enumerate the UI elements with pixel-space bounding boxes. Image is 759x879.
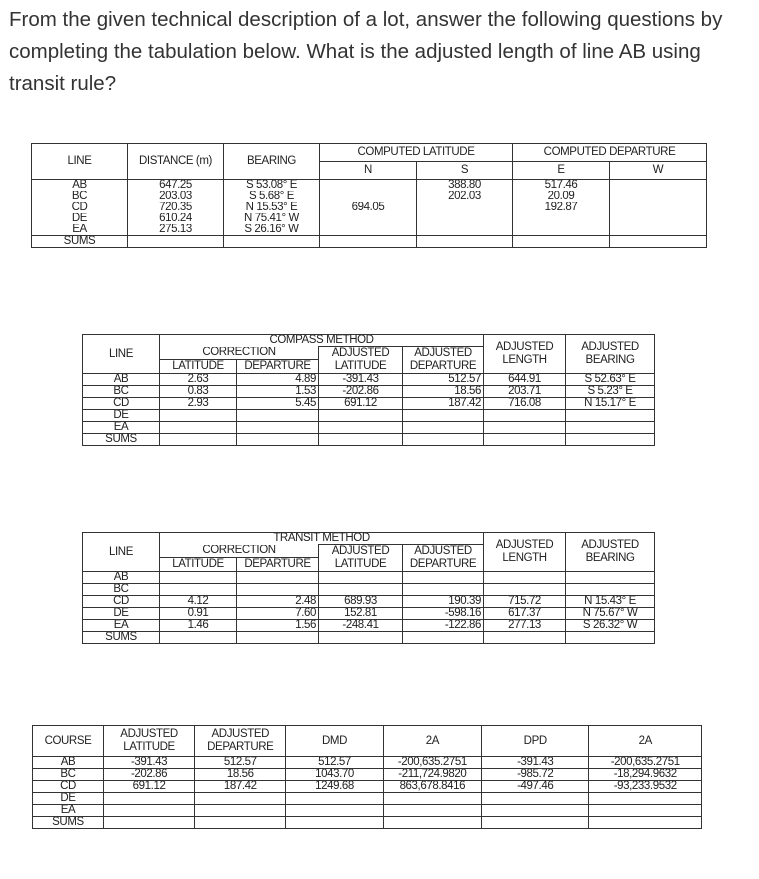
table-row bbox=[83, 398, 655, 410]
cell-distance: 720.35 bbox=[128, 202, 224, 213]
cell-adjusted-departure: 190.39 bbox=[403, 596, 484, 608]
cell-correction-departure: 1.56 bbox=[237, 620, 319, 632]
table-row bbox=[32, 202, 707, 213]
cell-adjusted-departure bbox=[403, 434, 484, 446]
table-row bbox=[33, 769, 702, 781]
cell-adjusted-latitude bbox=[319, 632, 403, 644]
cell-bearing: N 15.53° E bbox=[224, 202, 320, 213]
cell-adjusted-departure: -122.86 bbox=[403, 620, 484, 632]
cell-adjusted-departure: 512.57 bbox=[195, 757, 286, 769]
cell-correction-departure bbox=[237, 422, 319, 434]
cell-adjusted-latitude bbox=[319, 422, 403, 434]
cell-line: SUMS bbox=[83, 632, 160, 644]
cell-dmd bbox=[286, 805, 383, 817]
cell-line: AB bbox=[32, 180, 128, 192]
cell-departure-w bbox=[610, 180, 707, 192]
cell-adjusted-departure bbox=[403, 422, 484, 434]
cell-dpd bbox=[482, 793, 589, 805]
cell-latitude-s: 388.80 bbox=[417, 180, 513, 192]
table-row bbox=[83, 434, 655, 446]
header-adjusted-bearing: ADJUSTED BEARING bbox=[566, 335, 655, 374]
cell-dpd bbox=[482, 805, 589, 817]
header-latitude: LATITUDE bbox=[160, 360, 237, 374]
cell-dpd: -391.43 bbox=[482, 757, 589, 769]
area-table bbox=[32, 725, 702, 829]
cell-adjusted-length bbox=[484, 422, 566, 434]
cell-correction-departure: 5.45 bbox=[237, 398, 319, 410]
header-e: E bbox=[513, 162, 610, 180]
cell-adjusted-bearing bbox=[566, 632, 655, 644]
header-correction: CORRECTION bbox=[160, 545, 319, 558]
cell-correction-latitude: 0.83 bbox=[160, 386, 237, 398]
cell-correction-latitude bbox=[160, 572, 237, 584]
cell-adjusted-length bbox=[484, 584, 566, 596]
cell-dmd: 1043.70 bbox=[286, 769, 383, 781]
computed-table bbox=[31, 143, 707, 248]
cell-adjusted-departure: -598.16 bbox=[403, 608, 484, 620]
cell-dpd: -985.72 bbox=[482, 769, 589, 781]
cell-adjusted-length bbox=[484, 434, 566, 446]
cell-line: DE bbox=[83, 608, 160, 620]
cell-dmd: 1249.68 bbox=[286, 781, 383, 793]
cell-correction-departure: 4.89 bbox=[237, 374, 319, 386]
table-row bbox=[83, 596, 655, 608]
cell-correction-latitude bbox=[160, 410, 237, 422]
cell-adjusted-latitude: -391.43 bbox=[319, 374, 403, 386]
table-row bbox=[33, 757, 702, 769]
header-departure: DEPARTURE bbox=[237, 558, 319, 572]
cell-adjusted-bearing bbox=[566, 422, 655, 434]
cell-correction-latitude bbox=[160, 434, 237, 446]
cell-bearing: S 26.16° W bbox=[224, 224, 320, 236]
cell-adjusted-bearing: N 15.17° E bbox=[566, 398, 655, 410]
cell-correction-departure bbox=[237, 434, 319, 446]
cell-adjusted-latitude bbox=[103, 817, 194, 829]
cell-departure-w bbox=[610, 202, 707, 213]
cell-adjusted-departure: 187.42 bbox=[195, 781, 286, 793]
cell-adjusted-length: 716.08 bbox=[484, 398, 566, 410]
cell-adjusted-departure: 512.57 bbox=[403, 374, 484, 386]
cell-2a-second: -18,294.9632 bbox=[589, 769, 702, 781]
cell-adjusted-length bbox=[484, 572, 566, 584]
cell-2a-second: -200,635.2751 bbox=[589, 757, 702, 769]
cell-adjusted-latitude: 689.93 bbox=[319, 596, 403, 608]
cell-line: EA bbox=[32, 224, 128, 236]
table-row bbox=[32, 191, 707, 202]
cell-line: DE bbox=[83, 410, 160, 422]
cell-2a bbox=[383, 805, 481, 817]
cell-distance: 647.25 bbox=[128, 180, 224, 192]
cell-correction-latitude bbox=[160, 584, 237, 596]
header-n: N bbox=[320, 162, 417, 180]
cell-adjusted-bearing bbox=[566, 572, 655, 584]
header-bearing: BEARING bbox=[224, 144, 320, 180]
cell-adjusted-latitude: 691.12 bbox=[103, 781, 194, 793]
cell-2a-second bbox=[589, 805, 702, 817]
table-row bbox=[32, 236, 707, 248]
cell-2a: -211,724.9820 bbox=[383, 769, 481, 781]
cell-bearing bbox=[224, 236, 320, 248]
cell-adjusted-departure: 18.56 bbox=[195, 769, 286, 781]
cell-bearing: S 53.08° E bbox=[224, 180, 320, 192]
cell-correction-departure bbox=[237, 584, 319, 596]
cell-distance: 275.13 bbox=[128, 224, 224, 236]
cell-line: EA bbox=[83, 620, 160, 632]
cell-adjusted-latitude bbox=[319, 410, 403, 422]
cell-line: BC bbox=[32, 191, 128, 202]
cell-line: BC bbox=[83, 386, 160, 398]
cell-course: AB bbox=[33, 757, 104, 769]
cell-latitude-n: 694.05 bbox=[320, 202, 417, 213]
cell-adjusted-latitude: 152.81 bbox=[319, 608, 403, 620]
cell-line: SUMS bbox=[83, 434, 160, 446]
cell-adjusted-departure bbox=[195, 805, 286, 817]
header-distance: DISTANCE (m) bbox=[128, 144, 224, 180]
cell-latitude-n bbox=[320, 191, 417, 202]
cell-course: CD bbox=[33, 781, 104, 793]
compass-table-body bbox=[83, 374, 655, 446]
cell-departure-w bbox=[610, 191, 707, 202]
header-departure: DEPARTURE bbox=[237, 360, 319, 374]
cell-departure-e bbox=[513, 213, 610, 224]
cell-2a-second: -93,233.9532 bbox=[589, 781, 702, 793]
cell-adjusted-latitude bbox=[103, 793, 194, 805]
cell-course: SUMS bbox=[33, 817, 104, 829]
cell-adjusted-length: 617.37 bbox=[484, 608, 566, 620]
table-row bbox=[33, 805, 702, 817]
header-latitude: LATITUDE bbox=[160, 558, 237, 572]
cell-correction-latitude: 4.12 bbox=[160, 596, 237, 608]
table-row bbox=[83, 620, 655, 632]
cell-adjusted-departure bbox=[403, 410, 484, 422]
cell-line: EA bbox=[83, 422, 160, 434]
cell-departure-e: 517.46 bbox=[513, 180, 610, 192]
cell-adjusted-latitude bbox=[319, 434, 403, 446]
cell-adjusted-departure: 187.42 bbox=[403, 398, 484, 410]
cell-latitude-n bbox=[320, 180, 417, 192]
cell-correction-departure: 7.60 bbox=[237, 608, 319, 620]
table-row bbox=[83, 572, 655, 584]
cell-adjusted-latitude: -391.43 bbox=[103, 757, 194, 769]
cell-bearing: S 5.68° E bbox=[224, 191, 320, 202]
cell-2a bbox=[383, 793, 481, 805]
table-row bbox=[32, 224, 707, 236]
table-row bbox=[32, 180, 707, 192]
cell-distance bbox=[128, 236, 224, 248]
cell-adjusted-departure bbox=[403, 632, 484, 644]
table-row bbox=[33, 781, 702, 793]
transit-table-body bbox=[83, 572, 655, 644]
header-dmd: DMD bbox=[286, 726, 383, 757]
cell-adjusted-length: 644.91 bbox=[484, 374, 566, 386]
cell-correction-departure: 1.53 bbox=[237, 386, 319, 398]
table-row bbox=[83, 632, 655, 644]
cell-line: CD bbox=[32, 202, 128, 213]
cell-course: EA bbox=[33, 805, 104, 817]
header-course: COURSE bbox=[33, 726, 104, 757]
header-adjusted-length: ADJUSTED LENGTH bbox=[484, 533, 566, 572]
cell-adjusted-latitude: 691.12 bbox=[319, 398, 403, 410]
cell-line: BC bbox=[83, 584, 160, 596]
cell-line: AB bbox=[83, 374, 160, 386]
cell-adjusted-latitude: -202.86 bbox=[103, 769, 194, 781]
cell-line: DE bbox=[32, 213, 128, 224]
cell-departure-e bbox=[513, 224, 610, 236]
header-line: LINE bbox=[83, 533, 160, 572]
cell-adjusted-bearing bbox=[566, 434, 655, 446]
header-line: LINE bbox=[32, 144, 128, 180]
cell-2a: -200,635.2751 bbox=[383, 757, 481, 769]
cell-2a bbox=[383, 817, 481, 829]
header-adjusted-latitude: ADJUSTED LATITUDE bbox=[319, 347, 403, 374]
cell-bearing: N 75.41° W bbox=[224, 213, 320, 224]
header-computed-departure: COMPUTED DEPARTURE bbox=[513, 144, 707, 162]
cell-adjusted-latitude bbox=[103, 805, 194, 817]
header-adjusted-departure: ADJUSTED DEPARTURE bbox=[403, 347, 484, 374]
cell-departure-e bbox=[513, 236, 610, 248]
cell-adjusted-latitude: -248.41 bbox=[319, 620, 403, 632]
cell-adjusted-departure bbox=[195, 793, 286, 805]
cell-adjusted-departure bbox=[403, 572, 484, 584]
cell-correction-latitude: 0.91 bbox=[160, 608, 237, 620]
cell-latitude-n bbox=[320, 236, 417, 248]
cell-line: SUMS bbox=[32, 236, 128, 248]
cell-line: CD bbox=[83, 596, 160, 608]
cell-departure-w bbox=[610, 224, 707, 236]
cell-correction-latitude: 2.63 bbox=[160, 374, 237, 386]
cell-correction-departure: 2.48 bbox=[237, 596, 319, 608]
header-method: COMPASS METHOD bbox=[160, 335, 484, 347]
table-row bbox=[33, 817, 702, 829]
cell-adjusted-bearing: S 52.63° E bbox=[566, 374, 655, 386]
header-computed-latitude: COMPUTED LATITUDE bbox=[320, 144, 513, 162]
cell-2a: 863,678.8416 bbox=[383, 781, 481, 793]
question-text: From the given technical description of a lot, answer the following questions by completing the tabulation below. What is the adjusted length of line AB using transit rule? bbox=[9, 8, 723, 95]
cell-course: BC bbox=[33, 769, 104, 781]
area-table-body bbox=[33, 757, 702, 829]
table-row bbox=[83, 422, 655, 434]
cell-correction-latitude: 1.46 bbox=[160, 620, 237, 632]
cell-distance: 610.24 bbox=[128, 213, 224, 224]
cell-adjusted-latitude: -202.86 bbox=[319, 386, 403, 398]
cell-adjusted-length bbox=[484, 410, 566, 422]
cell-line: AB bbox=[83, 572, 160, 584]
cell-departure-e: 20.09 bbox=[513, 191, 610, 202]
cell-departure-e: 192.87 bbox=[513, 202, 610, 213]
cell-latitude-s: 202.03 bbox=[417, 191, 513, 202]
cell-adjusted-latitude bbox=[319, 584, 403, 596]
cell-dmd: 512.57 bbox=[286, 757, 383, 769]
header-adjusted-latitude: ADJUSTED LATITUDE bbox=[319, 545, 403, 572]
header-2a: 2A bbox=[383, 726, 481, 757]
cell-latitude-n bbox=[320, 213, 417, 224]
cell-2a-second bbox=[589, 793, 702, 805]
header-s: S bbox=[417, 162, 513, 180]
table-row bbox=[83, 410, 655, 422]
cell-departure-w bbox=[610, 213, 707, 224]
header-dpd: DPD bbox=[482, 726, 589, 757]
table-row bbox=[83, 374, 655, 386]
cell-adjusted-bearing bbox=[566, 584, 655, 596]
cell-adjusted-length: 203.71 bbox=[484, 386, 566, 398]
cell-adjusted-bearing: S 5.23° E bbox=[566, 386, 655, 398]
table-row bbox=[32, 213, 707, 224]
compass-method-table bbox=[82, 334, 655, 446]
cell-course: DE bbox=[33, 793, 104, 805]
cell-correction-departure bbox=[237, 572, 319, 584]
header-adjusted-bearing: ADJUSTED BEARING bbox=[566, 533, 655, 572]
header-line: LINE bbox=[83, 335, 160, 374]
header-adjusted-length: ADJUSTED LENGTH bbox=[484, 335, 566, 374]
cell-latitude-s bbox=[417, 213, 513, 224]
cell-distance: 203.03 bbox=[128, 191, 224, 202]
cell-line: CD bbox=[83, 398, 160, 410]
header-correction: CORRECTION bbox=[160, 347, 319, 360]
table-row bbox=[83, 386, 655, 398]
cell-2a-second bbox=[589, 817, 702, 829]
cell-latitude-s bbox=[417, 236, 513, 248]
cell-adjusted-bearing: N 15.43° E bbox=[566, 596, 655, 608]
cell-dmd bbox=[286, 793, 383, 805]
table-row bbox=[33, 793, 702, 805]
cell-correction-departure bbox=[237, 632, 319, 644]
computed-table-body bbox=[32, 180, 707, 248]
table-row bbox=[83, 584, 655, 596]
cell-adjusted-departure bbox=[403, 584, 484, 596]
cell-adjusted-length: 715.72 bbox=[484, 596, 566, 608]
cell-latitude-n bbox=[320, 224, 417, 236]
cell-dpd: -497.46 bbox=[482, 781, 589, 793]
cell-adjusted-bearing: N 75.67° W bbox=[566, 608, 655, 620]
cell-correction-latitude bbox=[160, 632, 237, 644]
header-adjusted-departure: ADJUSTED DEPARTURE bbox=[403, 545, 484, 572]
cell-adjusted-latitude bbox=[319, 572, 403, 584]
cell-dpd bbox=[482, 817, 589, 829]
cell-latitude-s bbox=[417, 202, 513, 213]
cell-correction-departure bbox=[237, 410, 319, 422]
cell-latitude-s bbox=[417, 224, 513, 236]
cell-correction-latitude: 2.93 bbox=[160, 398, 237, 410]
cell-adjusted-length: 277.13 bbox=[484, 620, 566, 632]
header-2a-second: 2A bbox=[589, 726, 702, 757]
cell-departure-w bbox=[610, 236, 707, 248]
cell-adjusted-bearing bbox=[566, 410, 655, 422]
header-adjusted-departure: ADJUSTED DEPARTURE bbox=[195, 726, 286, 757]
cell-adjusted-departure: 18.56 bbox=[403, 386, 484, 398]
transit-method-table bbox=[82, 532, 655, 644]
cell-adjusted-length bbox=[484, 632, 566, 644]
header-method: TRANSIT METHOD bbox=[160, 533, 484, 545]
table-row bbox=[83, 608, 655, 620]
header-adjusted-latitude: ADJUSTED LATITUDE bbox=[103, 726, 194, 757]
header-w: W bbox=[610, 162, 707, 180]
cell-dmd bbox=[286, 817, 383, 829]
cell-adjusted-departure bbox=[195, 817, 286, 829]
cell-correction-latitude bbox=[160, 422, 237, 434]
cell-adjusted-bearing: S 26.32° W bbox=[566, 620, 655, 632]
